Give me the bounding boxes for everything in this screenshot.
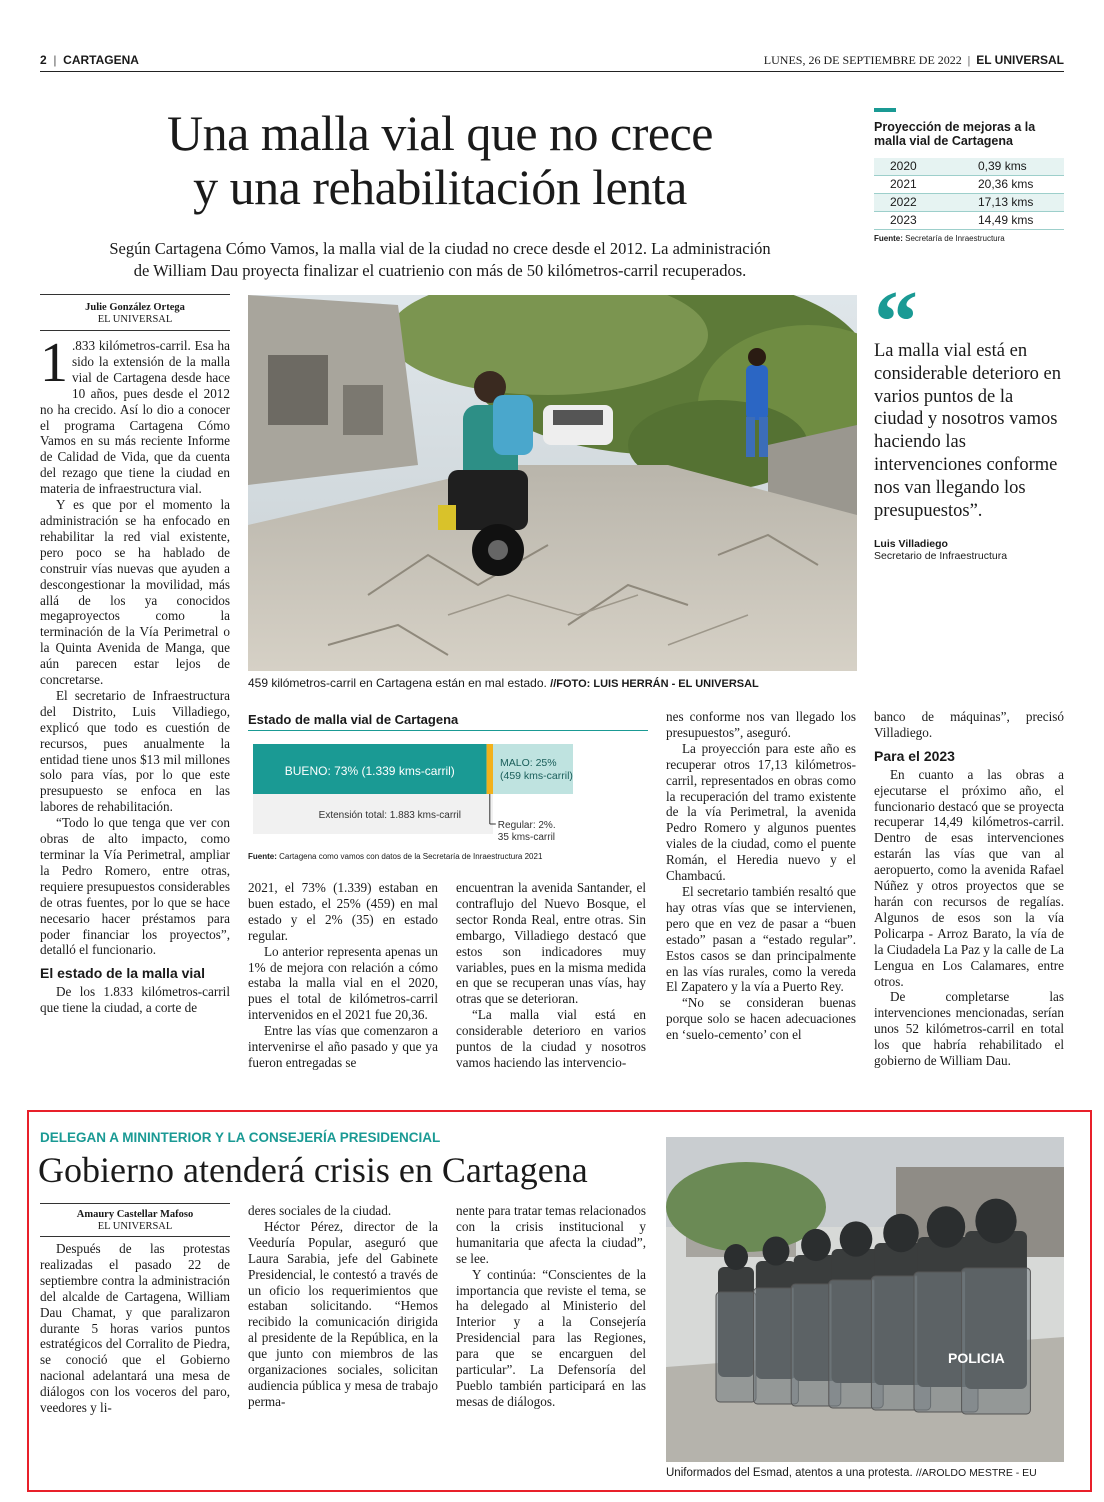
chart-label-bad-kms: (459 kms-carril) [500,770,573,782]
road-status-chart [248,712,657,872]
quote-role: Secretario de Infraestructura [874,550,1008,563]
table-row [874,176,1064,194]
article-headline [40,106,840,214]
table-year: 2020 [890,159,917,173]
police-photo-illustration [666,1137,1064,1462]
photo-caption-text: 459 kilómetros-carril en Cartagena están en mal estado. [248,676,547,690]
paragraph: nente para tratar temas relacionados con la crisis institucional y humanitaria que afecta la ciudad”, se lee. [456,1203,646,1266]
article-column-2 [248,880,438,1100]
article-byline [40,302,230,326]
paragraph: 2021, el 73% (1.339) estaban en buen estado, el 25% (459) en mal estado y el 2% (35) en estado regular. [248,880,438,943]
paragraph: nes conforme nos van llegado los presupuestos”, aseguró. [666,709,856,740]
table-year: 2022 [890,195,917,209]
paragraph: Y continúa: “Conscientes de la importancia que reviste el tema, se ha delegado al Ministerio del Interior y a la Consejería Presidencial para las Regiones, para que se encarguen del particular”. La Defensoría del Pueblo también participará en las mesas de diálogos. [456,1266,646,1409]
subhead: Para el 2023 [874,747,955,764]
byline2-top-rule [40,1203,230,1204]
author-outlet: EL UNIVERSAL [97,1221,173,1232]
section-name: CARTAGENA [63,53,139,67]
table-value: 20,36 kms [978,177,1034,191]
paragraph: El secretario también resaltó que hay otras vías que se intervienen, pero que en vez de pasar a “buen estado” pasan a “estado regular”. Estos casos se dan principalmente en las vías rurales, como la vereda El Zapatero y la vía a Puerto Rey. [666,883,856,995]
chart-source [248,852,542,861]
table-source [874,234,1064,243]
paragraph: En cuanto a las obras a ejecutarse el próximo año, el funcionario destacó que se proyecta recuperar 14,49 kilómetros-carril. Dentro de esas intervenciones estarán las vías que van al aeropuerto, como la avenida Rafael Núñez y otros proyectos que se harán con recursos de regalías. Algunos de esos son la vía Policarpa - Arroz Barato, la vía de la Ciudadela La Paz y la calle de La Lengua en Los Calamares, entre otros. [874,766,1064,989]
table-value: 14,49 kms [978,213,1034,227]
header-right [764,53,1064,68]
quote-text: La malla vial está en considerable deterioro en varios puntos de la ciudad y nosotros vamos haciendo las intervenciones conforme nos van llegando los presupuestos”. [874,341,1061,521]
paragraph: “Todo lo que tenga que ver con obras de alto impacto, como terminar la Vía Perimetral, ampliar la Pedro Romero, entre otras, requiere presupuestos considerables de otras fuentes, por lo que se hace necesario hacer préstamos para poder financiar los proyectos”, detalló el funcionario. [40,815,230,958]
issue-date: LUNES, 26 DE SEPTIEMBRE DE 2022 [763,53,962,67]
table-source-text: Secretaría de Inraestructura [905,234,1005,243]
article2-column-3 [456,1203,646,1483]
drop-cap: 1 [40,338,68,394]
table-value: 0,39 kms [978,159,1027,173]
newspaper-name: EL UNIVERSAL [976,53,1064,67]
paragraph: .833 kilómetros-carril. Esa ha sido la extensión de la malla vial de Cartagena desde hace 10 años, pues desde el 2012 no ha crecido. Así lo dio a conocer el programa Cartagena Cómo Vamos en su más reciente Informe de Calidad de Vida, que da cuenta del rezago que tiene la ciudad en materia de infraestructura vial. [40,338,230,497]
chart-bar-segment [493,744,573,794]
byline-top-rule [40,294,230,295]
street-photo [248,295,857,671]
header-rule [40,71,1064,72]
author-name: Julie González Ortega [85,302,185,313]
chart-bar-segment [487,744,493,794]
byline-bottom-rule [40,330,230,331]
headline-line-2: y una rehabilitación lenta [193,159,687,215]
paragraph: encuentran la avenida Santander, el contraflujo del Nuevo Bosque, el sector Ronda Real, entre otras. Sin embargo, Villadiego destacó que estos son indicadores muy variables, pues en la misma medida en que se recuperan unas vías, hay otras que se deterioran. [456,880,646,1007]
projection-table [874,108,1064,243]
chart-source-label: Fuente: [248,852,277,861]
paragraph: Entre las vías que comenzaron a intervenirse el año pasado y que ya fueron entregadas se [248,1023,438,1070]
article2-column-1 [40,1241,230,1481]
table-row [874,158,1064,176]
shield-label: POLICIA [948,1350,1005,1366]
table-year: 2021 [890,177,917,191]
article-column-1 [40,338,230,1100]
paragraph: Después de las protestas realizadas el pasado 22 de septiembre contra la administración del alcalde de Cartagena, William Dau Chamat, y que paralizaron durante 5 horas varios puntos estratégicos del Corralito de Piedra, se conoció que el Gobierno nacional adelantará una mesa de diálogos con los voceros del paro, veedores y li- [40,1241,230,1416]
quote-mark-icon: “ [874,274,918,371]
chart-label-bad: MALO: 25% [500,757,557,769]
paragraph: De completarse las intervenciones mencionadas, serían unos 52 kilómetros-carril en total los que habría rehabilitado el gobierno de William Dau. [874,989,1064,1069]
header-divider-2: | [964,53,974,67]
deck-line-2: de William Dau proyecta finalizar el cuatrienio con más de 50 kilómetros-carril recuperados. [133,261,747,280]
table-row [874,194,1064,212]
paragraph: De los 1.833 kilómetros-carril que tiene la ciudad, a corte de [40,984,230,1016]
paragraph: Héctor Pérez, director de la Veeduría Popular, aseguró que Laura Sarabia, jefe del Gabinete Presidencial, le contestó a través de un oficio los requerimientos que estaban solicitando. “Hemos recibido la comunicación dirigida al presidente de la República, en la que junto con miembros de las organizaciones sociales, solicitan audiencia pública y mesa de trabajo perma- [248,1218,438,1409]
article2-byline [40,1209,230,1233]
quote-speaker: Luis Villadiego [874,538,948,551]
paragraph: La proyección para este año es recuperar otros 17,13 kilómetros-carril, representados en obras como la recuperación del tramo existente de la vía Perimetral, la avenida Pedro Romero y algunos puentes viales de la ciudad, como el puente Román, el Heredia nuevo y el Chambacú. [666,740,856,884]
paragraph: “La malla vial está en considerable deterioro en varios puntos de la ciudad y nosotros vamos haciendo las intervencio- [456,1007,646,1070]
author-name: Amaury Castellar Mafoso [76,1209,194,1220]
chart-label-total: Extensión total: 1.883 kms-carril [318,810,461,821]
article2-column-2 [248,1203,438,1483]
pull-quote [874,274,1064,563]
chart-label-regular: Regular: 2%. [497,820,556,831]
paragraph: Y es que por el momento la administración se ha enfocado en rehabilitar la red vial existente, pero poco se ha hablado de construir vías nuevas que ayuden a descongestionar la movilidad, más allá de los ya conocidos megaproyectos como la terminación de la Vía Perimetral o la Quinta Avenida de Manga, que aún parecen estar lejos de concretarse. [40,497,230,688]
photo-credit: //FOTO: LUIS HERRÁN - EL UNIVERSAL [550,678,759,690]
paragraph: El secretario de Infraestructura del Distrito, Luis Villadiego, explicó que todo es cuestión de recursos, pues anualmente la entidad tiene unos $13 mil millones solo para vías, por lo que este presupuesto se enfoca en las labores de rehabilitación. [40,687,230,815]
chart-svg [248,742,657,867]
article-column-3 [456,880,646,1100]
chart-label-good: BUENO: 73% (1.339 kms-carril) [284,764,455,778]
author-outlet: EL UNIVERSAL [97,314,173,325]
paragraph: deres sociales de la ciudad. [248,1203,392,1218]
article-deck [40,238,840,282]
article2-kicker: DELEGAN A MININTERIOR Y LA CONSEJERÍA PRESIDENCIAL [40,1130,441,1145]
table-row [874,212,1064,230]
officer-figure [716,1244,756,1402]
photo-caption-text: Uniformados del Esmad, atentos a una protesta. [666,1467,913,1479]
chart-title: Estado de malla vial de Cartagena [248,712,459,727]
table-rows [874,158,1064,230]
headline-line-1: Una malla vial que no crece [167,105,713,161]
table-year: 2023 [890,213,917,227]
street-photo-caption [248,676,857,690]
subhead: El estado de la malla vial [40,965,205,982]
page-number: 2 [40,53,47,67]
paragraph: “No se consideran buenas porque solo se hacen adecuaciones en ‘suelo-cemento’ con el [666,995,856,1043]
chart-source-text: Cartagena como vamos con datos de la Secretaría de Inraestructura 2021 [279,852,543,861]
chart-title-rule [248,730,648,731]
paragraph: Lo anterior representa apenas un 1% de mejora con relación a cómo estaba la malla vial en el 2020, pues el total de kilómetros-carril intervenidos en el 2021 fue 20,36. [248,943,438,1023]
police-photo-caption [666,1467,1064,1479]
chart-label-regular-kms: 35 kms-carril [497,832,556,843]
street-photo-illustration [248,295,857,671]
table-title: Proyección de mejoras a la malla vial de Cartagena [874,120,1036,148]
table-source-label: Fuente: [874,234,903,243]
page-header [40,53,1064,73]
deck-line-1: Según Cartagena Cómo Vamos, la malla vial de la ciudad no crece desde el 2012. La administración [109,239,771,258]
police-photo [666,1137,1064,1462]
article2-headline: Gobierno atenderá crisis en Cartagena [38,1150,588,1190]
article-column-5 [874,709,1064,1101]
table-accent-bar [874,108,896,112]
article-column-4 [666,709,856,1101]
header-divider: | [50,53,60,67]
paragraph: banco de máquinas”, precisó Villadiego. [874,709,1064,740]
photo-credit: //AROLDO MESTRE - EU [915,1467,1037,1479]
table-value: 17,13 kms [978,195,1034,209]
byline2-bottom-rule [40,1236,230,1237]
